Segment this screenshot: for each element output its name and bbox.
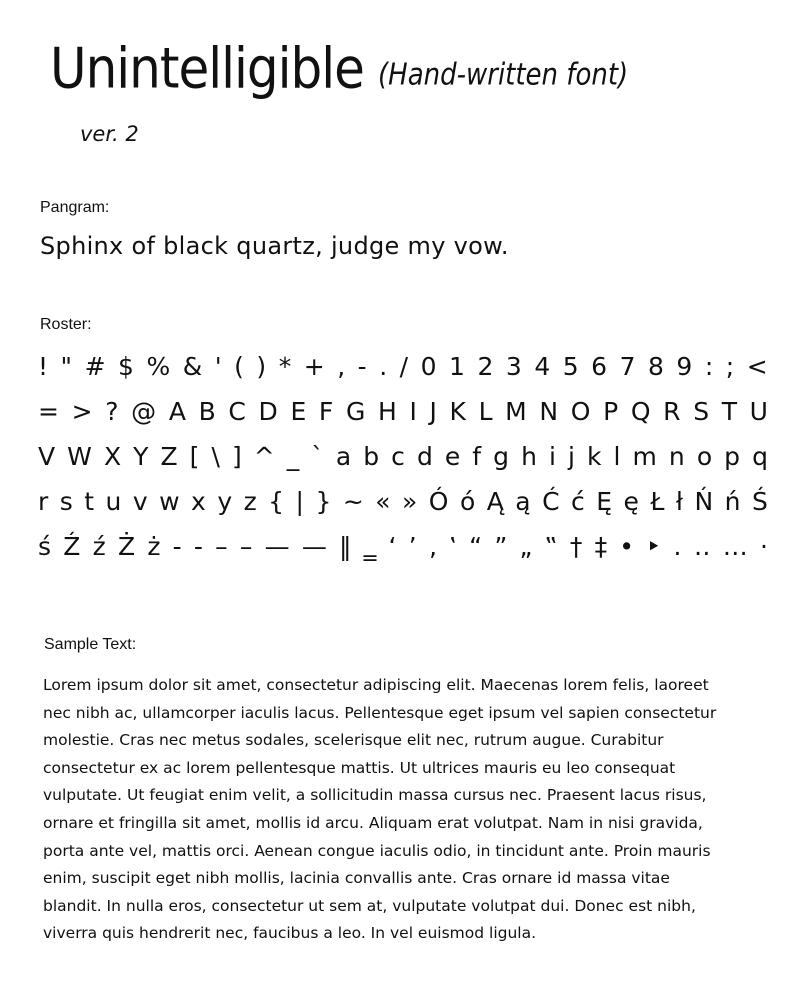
roster-row xyxy=(38,532,768,577)
glyph: I xyxy=(409,397,417,426)
glyph: l xyxy=(613,442,621,471)
glyph: Z xyxy=(160,442,178,471)
glyph: S xyxy=(693,397,710,426)
glyph: 8 xyxy=(648,352,664,381)
glyph: _ xyxy=(286,442,300,471)
glyph: s xyxy=(59,487,73,516)
sample-line: molestie. Cras nec metus sodales, scelerisque elit nec, rutrum augue. Curabitur xyxy=(43,731,664,750)
glyph: Ę xyxy=(596,487,613,516)
glyph: „ xyxy=(519,532,533,561)
glyph: } xyxy=(315,487,332,516)
sample-line: vulputate. Ut feugiat enim velit, a sollicitudin massa cursus nec. Praesent lacus risus, xyxy=(43,786,707,805)
glyph: ‛ xyxy=(448,532,457,561)
glyph: Q xyxy=(630,397,651,426)
sample-line: Lorem ipsum dolor sit amet, consectetur adipiscing elit. Maecenas lorem felis, laoreet xyxy=(43,676,709,694)
glyph: G xyxy=(345,397,366,426)
glyph: , xyxy=(337,352,346,381)
glyph: ź xyxy=(92,532,106,561)
glyph: – xyxy=(215,532,228,561)
glyph: - xyxy=(172,532,182,561)
glyph: @ xyxy=(131,397,157,426)
glyph: V xyxy=(38,442,56,471)
glyph: u xyxy=(105,487,122,516)
glyph: n xyxy=(668,442,685,471)
glyph: N xyxy=(539,397,559,426)
glyph: Ą xyxy=(486,487,504,516)
glyph: ś xyxy=(38,532,52,561)
glyph: Ś xyxy=(751,487,768,516)
glyph: ‗ xyxy=(363,532,377,561)
glyph: 1 xyxy=(449,352,465,381)
glyph: Ó xyxy=(428,487,449,516)
glyph: o xyxy=(696,442,713,471)
glyph: $ xyxy=(118,352,134,381)
glyph: v xyxy=(132,487,148,516)
glyph: i xyxy=(548,442,556,471)
pangram-label: Pangram: xyxy=(40,199,110,216)
glyph: P xyxy=(603,397,619,426)
glyph: q xyxy=(752,442,768,471)
glyph: t xyxy=(84,487,95,516)
glyph: > xyxy=(71,397,93,426)
sample-line: blandit. In nulla eros, consectetur ut sem at, vulputate volutpat dui. Donec est nibh, xyxy=(43,896,696,915)
glyph: m xyxy=(632,442,657,471)
glyph: x xyxy=(191,487,206,516)
glyph: D xyxy=(258,397,278,426)
glyph: Ł xyxy=(650,487,665,516)
glyph: - xyxy=(193,532,203,561)
glyph: c xyxy=(391,442,405,471)
glyph: \ xyxy=(211,442,220,471)
sample-line: nec nibh ac, ullamcorper iaculis lacus. Pellentesque eget ipsum vel sapien consectetur xyxy=(43,703,717,722)
glyph: ó xyxy=(459,487,476,516)
glyph: ‣ xyxy=(646,532,661,561)
glyph: = xyxy=(38,397,59,426)
glyph: < xyxy=(746,352,768,381)
glyph: r xyxy=(38,487,49,516)
glyph: j xyxy=(567,442,575,471)
glyph: ‡ xyxy=(594,532,608,561)
glyph: a xyxy=(335,442,352,471)
glyph: | xyxy=(295,487,304,516)
glyph: ) xyxy=(256,352,267,381)
glyph: Y xyxy=(133,442,149,471)
glyph: z xyxy=(243,487,257,516)
glyph: 6 xyxy=(591,352,608,381)
glyph: ~ xyxy=(342,487,364,516)
glyph: b xyxy=(363,442,380,471)
glyph: ” xyxy=(494,532,508,561)
glyph: J xyxy=(429,397,437,426)
glyph: / xyxy=(399,352,409,381)
sample-line: enim, suscipit eget nibh mollis, lacinia convallis ante. Cras ornare id massa vitae xyxy=(43,869,670,888)
glyph: ‥ xyxy=(693,532,711,561)
glyph: … xyxy=(722,532,748,561)
glyph: ‚ xyxy=(428,532,437,561)
glyph: L xyxy=(478,397,493,426)
glyph: p xyxy=(724,442,741,471)
glyph: R xyxy=(663,397,681,426)
sample-line: consectetur ex ac lorem pellentesque mattis. Ut ultrices mauris eu leo consequat xyxy=(43,758,676,777)
glyph: A xyxy=(168,397,186,426)
glyph: - xyxy=(357,352,367,381)
glyph: C xyxy=(228,397,246,426)
roster-row xyxy=(38,442,768,487)
glyph: • xyxy=(619,532,635,561)
glyph: # xyxy=(84,352,106,381)
glyph: e xyxy=(444,442,461,471)
glyph: ą xyxy=(515,487,531,516)
glyph: “ xyxy=(469,532,483,561)
glyph: Ć xyxy=(542,487,560,516)
glyph: B xyxy=(198,397,216,426)
glyph: 3 xyxy=(505,352,522,381)
glyph: 0 xyxy=(420,352,437,381)
sample-text-label: Sample Text: xyxy=(44,636,137,653)
glyph-roster xyxy=(38,352,768,577)
glyph: E xyxy=(290,397,307,426)
glyph: : xyxy=(704,352,714,381)
glyph: ę xyxy=(623,487,639,516)
glyph: 2 xyxy=(477,352,494,381)
glyph: f xyxy=(472,442,482,471)
glyph: [ xyxy=(189,442,200,471)
glyph: ( xyxy=(234,352,244,381)
glyph: g xyxy=(493,442,510,471)
glyph: 7 xyxy=(619,352,636,381)
glyph: ż xyxy=(147,532,161,561)
glyph: · xyxy=(759,532,768,561)
glyph: ’ xyxy=(408,532,417,561)
glyph: ] xyxy=(231,442,242,471)
font-title: Unintelligible xyxy=(50,36,364,101)
glyph: * xyxy=(278,352,292,381)
sample-line: porta ante vel, mattis orci. Aenean congue iaculis odio, in tincidunt ante. Proin mauris xyxy=(43,841,711,860)
sample-line: viverra quis hendrerit nec, faucibus a leo. In vel euismod ligula. xyxy=(43,924,537,943)
font-subtitle: (Hand-written font) xyxy=(378,58,629,93)
glyph: Ź xyxy=(63,532,81,561)
glyph: T xyxy=(721,397,738,426)
glyph: ć xyxy=(571,487,585,516)
glyph: ‘ xyxy=(388,532,397,561)
glyph: d xyxy=(416,442,433,471)
glyph: & xyxy=(182,352,203,381)
glyph: – xyxy=(239,532,253,561)
roster-row xyxy=(38,397,768,442)
glyph: ; xyxy=(725,352,735,381)
glyph: . xyxy=(379,352,388,381)
sample-text-body xyxy=(43,672,763,948)
glyph: ‖ xyxy=(339,532,352,561)
glyph: ń xyxy=(724,487,741,516)
glyph: — xyxy=(301,532,327,561)
glyph: ` xyxy=(311,442,324,471)
roster-label: Roster: xyxy=(40,316,92,333)
glyph: ! xyxy=(38,352,49,381)
glyph: ł xyxy=(675,487,683,516)
glyph: H xyxy=(377,397,397,426)
roster-row xyxy=(38,487,768,532)
roster-row xyxy=(38,352,768,397)
glyph: X xyxy=(103,442,122,471)
glyph: Ż xyxy=(117,532,136,561)
glyph: O xyxy=(570,397,591,426)
glyph: % xyxy=(146,352,171,381)
font-version: ver. 2 xyxy=(80,122,139,146)
glyph: y xyxy=(217,487,233,516)
glyph: ' xyxy=(214,352,222,381)
glyph: M xyxy=(505,397,527,426)
glyph: ‟ xyxy=(544,532,558,561)
glyph: k xyxy=(586,442,602,471)
sample-line: ornare et fringilla sit amet, mollis id arcu. Aliquam erat volutpat. Nam in nisi gravida, xyxy=(43,813,703,832)
glyph: h xyxy=(521,442,537,471)
glyph: w xyxy=(159,487,180,516)
glyph: « xyxy=(375,487,391,516)
glyph: 4 xyxy=(534,352,551,381)
glyph: Ń xyxy=(694,487,714,516)
glyph: W xyxy=(67,442,92,471)
glyph: ․ xyxy=(673,532,682,561)
glyph: { xyxy=(268,487,285,516)
pangram-text: Sphinx of black quartz, judge my vow. xyxy=(40,232,509,260)
glyph: + xyxy=(303,352,325,381)
glyph: † xyxy=(569,532,583,561)
glyph: U xyxy=(749,397,768,426)
glyph: — xyxy=(264,532,290,561)
glyph: » xyxy=(402,487,418,516)
glyph: 9 xyxy=(676,352,693,381)
glyph: F xyxy=(318,397,334,426)
glyph: ? xyxy=(105,397,119,426)
glyph: 5 xyxy=(562,352,579,381)
glyph: " xyxy=(60,352,73,381)
glyph: ^ xyxy=(253,442,275,471)
glyph: K xyxy=(449,397,466,426)
